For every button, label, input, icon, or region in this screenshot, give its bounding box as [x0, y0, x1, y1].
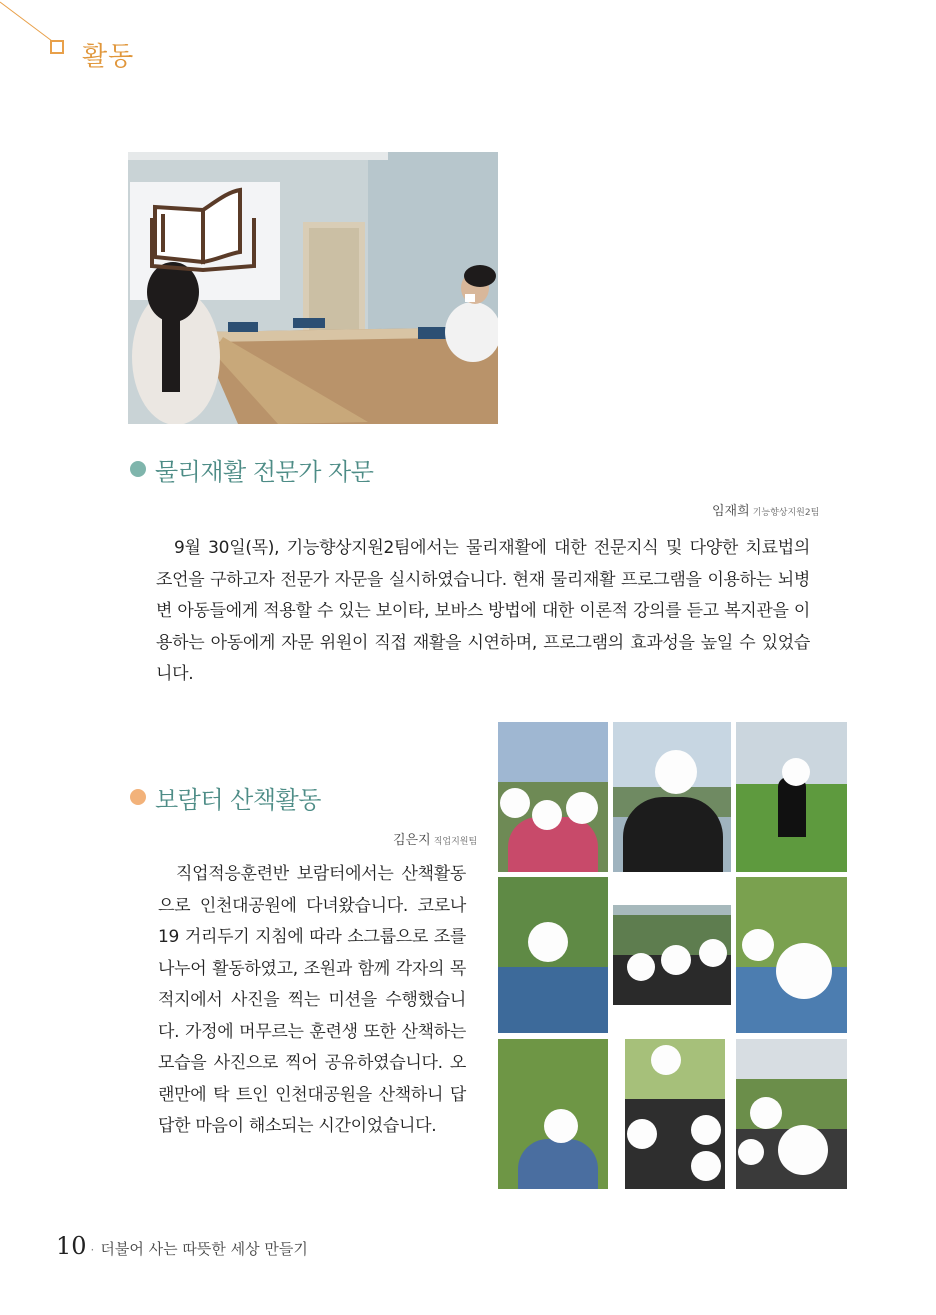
walk-photo [613, 722, 731, 872]
author-walk [393, 829, 477, 848]
title-bullet-icon [130, 789, 146, 805]
walk-photo [736, 1039, 847, 1189]
author-name: 김은지 [393, 833, 431, 848]
body-paragraph: 직업적응훈련반 보람터에서는 산책활동으로 인천대공원에 다녀왔습니다. 코로나19 거리두기 지침에 따라 소그룹으로 조를 나누어 활동하였고, 조원과 함께 각자의 목적지에서 사진을 찍는 미션을 수행했습니다. 가정에 머무르는 훈련생 또한 산책하는 모습을 사진으로 찍어 공유하였습니다. 오랜만에 탁 트인 인천대공원을 산책하니 답답한 마음이 해소되는 시간이었습니다. [158, 864, 466, 1136]
publication-title: 더불어 사는 따뜻한 세상 만들기 [100, 1240, 308, 1258]
title-bullet-icon [130, 461, 146, 477]
article-title-walk: 보람터 산책활동 [155, 786, 321, 814]
corner-decoration [0, 0, 80, 60]
author-team: 직업지원팀 [433, 837, 478, 847]
author-team: 기능향상지원2팀 [752, 508, 820, 518]
walk-photo [498, 722, 608, 872]
walk-photo [613, 905, 731, 1005]
walk-photo [736, 877, 847, 1033]
walk-photo [625, 1039, 725, 1189]
article-body-consultation [156, 533, 810, 691]
footer-separator: · [90, 1243, 95, 1257]
section-box-icon [50, 40, 64, 54]
author-consultation [712, 500, 819, 519]
article-body-walk [158, 859, 466, 1143]
walk-photo [736, 722, 847, 872]
page-number: 10 [56, 1232, 87, 1260]
author-name: 임재희 [712, 504, 750, 519]
body-paragraph: 9월 30일(목), 기능향상지원2팀에서는 물리재활에 대한 전문지식 및 다양한 치료법의 조언을 구하고자 전문가 자문을 실시하였습니다. 현재 물리재활 프로그램을 이용하는 뇌병변 아동들에게 적용할 수 있는 보이타, 보바스 방법에 대한 이론적 강의를 듣고 복지관을 이용하는 아동에게 자문 위원이 직접 재활을 시연하며, 프로그램의 효과성을 높일 수 있었습니다. [156, 538, 810, 684]
page-footer [56, 1232, 308, 1260]
consultation-photo [128, 152, 498, 424]
page-section-title: 활동 [82, 42, 135, 72]
walk-photo [498, 877, 608, 1033]
article-title-consultation: 물리재활 전문가 자문 [155, 458, 374, 486]
walk-photo [498, 1039, 608, 1189]
